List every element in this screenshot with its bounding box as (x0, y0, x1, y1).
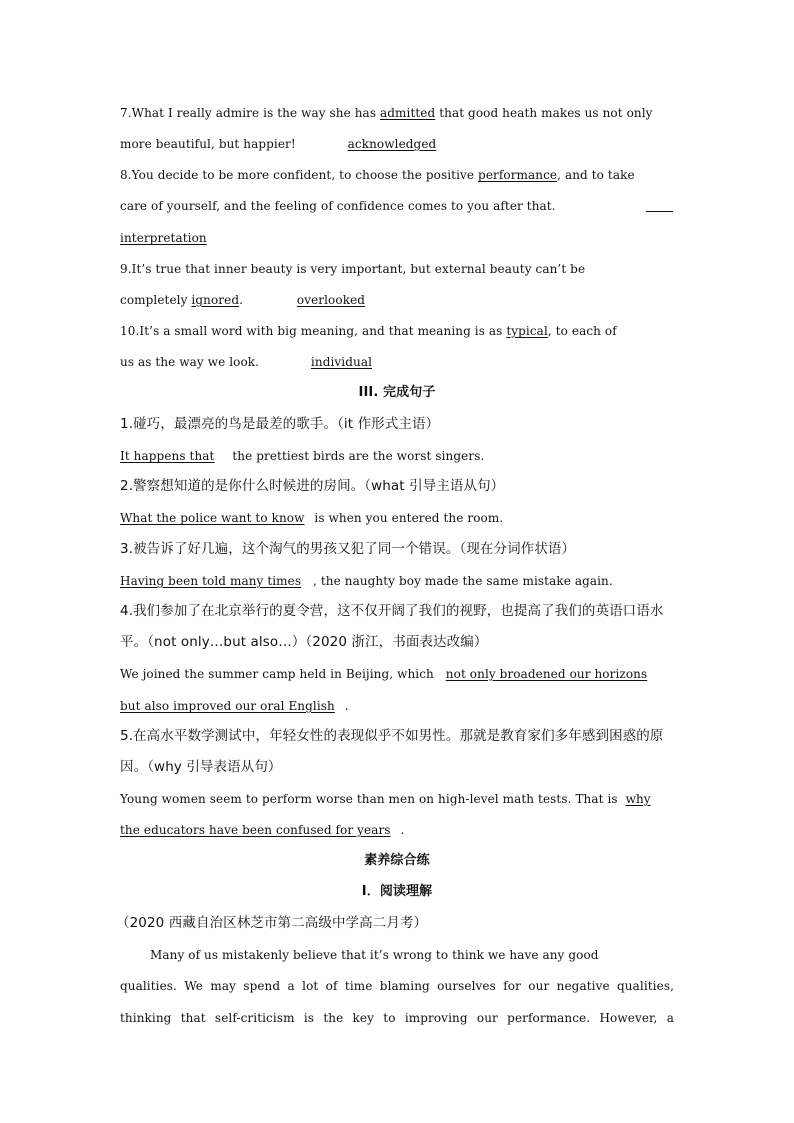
sentence-5-answer-line1: Young women seem to perform worse than men on high-level math tests. That is why (120, 792, 651, 806)
answer-blank: Having been told many times (120, 574, 302, 588)
item-number: 10. (120, 324, 140, 338)
item-10-line2: us as the way we look. individual (120, 354, 398, 370)
section-heading: III. 完成句子 (358, 385, 436, 400)
source-note: （2020 西藏自治区林芝市第二高级中学高二月考） (116, 915, 428, 931)
sentence-5-prompt-line2: 因。（why 引导表语从句） (120, 759, 282, 775)
underlined-word: admitted (380, 106, 436, 120)
sentence-1-prompt: 1.碰巧，最漂亮的鸟是最差的歌手。（it 作形式主语） (120, 416, 440, 432)
sentence-4-prompt-line1: 4.我们参加了在北京举行的夏令营，这不仅开阔了我们的视野，也提高了我们的英语口语水 (120, 603, 664, 619)
item-number: 7. (120, 106, 132, 120)
underlined-word: performance (478, 168, 558, 182)
underlined-word: typical (506, 324, 548, 338)
passage-line-3: thinking that self-criticism is the key to improving our performance. However, a (120, 1011, 674, 1025)
answer-blank: individual (310, 355, 373, 369)
sentence-4-prompt-line2: 平。（not only…but also…）（2020 浙江，书面表达改编） (120, 634, 488, 650)
passage-line-2: qualities. We may spend a lot of time blaming ourselves for our negative qualities, (120, 979, 674, 993)
sentence-4-answer-line1: We joined the summer camp held in Beijing, which not only broadened our horizons (120, 667, 648, 681)
item-9-line1: 9.It’s true that inner beauty is very important, but external beauty can’t be (120, 262, 586, 276)
passage-line-1: Many of us mistakenly believe that it’s wrong to think we have any good (150, 948, 599, 962)
reading-heading: I．阅读理解 (361, 884, 433, 899)
item-7-line1: 7.What I really admire is the way she has admitted that good heath makes us not only (120, 106, 653, 120)
sentence-3-answer-line: Having been told many times , the naughty boy made the same mistake again. (120, 574, 613, 588)
answer-blank-continued: but also improved our oral English (120, 699, 335, 713)
underlined-word: ignored (191, 293, 240, 307)
item-8-line1: 8.You decide to be more confident, to choose the positive performance, and to take (120, 168, 635, 182)
answer-blank: not only broadened our horizons (445, 667, 648, 681)
answer-blank: What the police want to know (120, 511, 305, 525)
answer-blank: overlooked (296, 293, 366, 307)
sentence-2-prompt: 2.警察想知道的是你什么时候进的房间。（what 引导主语从句） (120, 478, 505, 494)
sentence-1-answer-line: It happens that the prettiest birds are the worst singers. (120, 449, 485, 463)
answer-blank: why (625, 792, 651, 806)
sentence-5-prompt-line1: 5.在高水平数学测试中，年轻女性的表现似乎不如男性。那就是教育家们多年感到困惑的原 (120, 728, 664, 744)
item-8-line3 (120, 230, 231, 246)
answer-blank-continued: the educators have been confused for years (120, 823, 391, 837)
answer-blank: acknowledged (347, 137, 437, 151)
item-7-line2: more beautiful, but happier! acknowledged (120, 136, 462, 152)
answer-blank: interpretation (120, 231, 207, 245)
practice-heading: 素养综合练 (364, 853, 430, 868)
answer-blank-lead (646, 200, 673, 212)
item-number: 9. (120, 262, 132, 276)
item-9-line2: completely ignored. overlooked (120, 292, 393, 308)
sentence-2-answer-line: What the police want to know is when you entered the room. (120, 511, 504, 525)
item-10-line1: 10.It’s a small word with big meaning, and that meaning is as typical, to each of (120, 324, 617, 338)
sentence-4-answer-line2: but also improved our oral English . (120, 699, 349, 713)
item-8-line2: care of yourself, and the feeling of confidence comes to you after that. (120, 199, 556, 213)
sentence-5-answer-line2: the educators have been confused for years . (120, 823, 405, 837)
item-number: 8. (120, 168, 132, 182)
answer-blank: It happens that (120, 449, 215, 463)
sentence-3-prompt: 3.被告诉了好几遍，这个淘气的男孩又犯了同一个错误。（现在分词作状语） (120, 541, 576, 557)
